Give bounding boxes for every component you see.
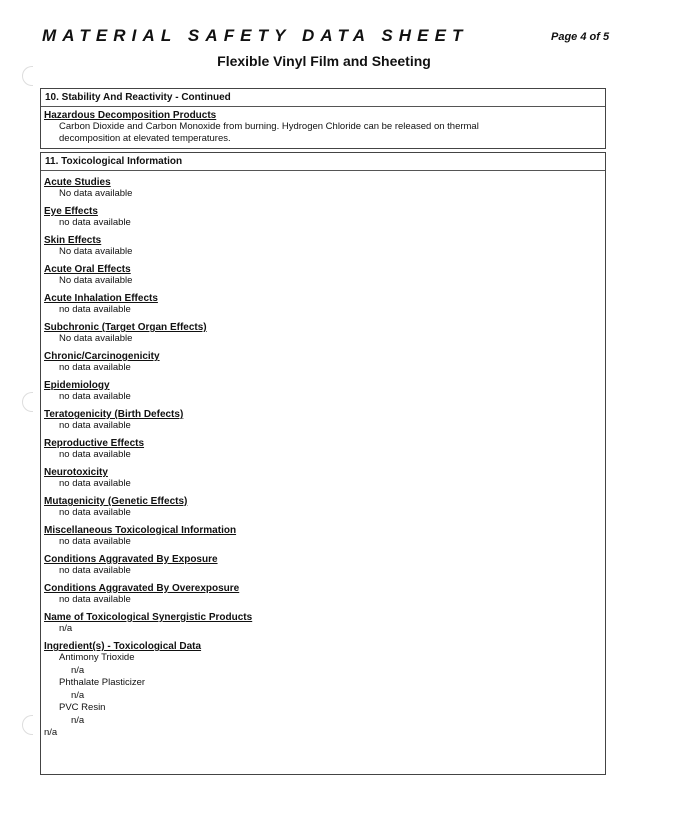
ingredient-name: PVC Resin bbox=[59, 702, 106, 713]
entry-value: no data available bbox=[59, 478, 131, 489]
entry-title: Reproductive Effects bbox=[44, 438, 145, 449]
entry-value: no data available bbox=[59, 449, 131, 460]
entry-hazardous-decomposition bbox=[41, 110, 605, 145]
punch-hole-mark bbox=[22, 392, 33, 412]
tox-entry bbox=[41, 583, 605, 606]
tox-entry bbox=[41, 264, 605, 287]
entry-title: Acute Oral Effects bbox=[44, 264, 131, 275]
document-title: MATERIAL SAFETY DATA SHEET bbox=[42, 26, 469, 45]
tox-entry bbox=[41, 409, 605, 432]
entry-value: no data available bbox=[59, 420, 131, 431]
entry-value: no data available bbox=[59, 594, 131, 605]
entry-value: no data available bbox=[59, 565, 131, 576]
entry-value-line: decomposition at elevated temperatures. bbox=[59, 133, 231, 144]
entry-value: no data available bbox=[59, 507, 131, 518]
entry-title: Teratogenicity (Birth Defects) bbox=[44, 409, 184, 420]
entry-title: Hazardous Decomposition Products bbox=[44, 110, 217, 121]
entry-value: no data available bbox=[59, 217, 131, 228]
tox-entry bbox=[41, 438, 605, 461]
tox-entry bbox=[41, 351, 605, 374]
product-name: Flexible Vinyl Film and Sheeting bbox=[217, 53, 431, 69]
tox-entry bbox=[41, 293, 605, 316]
punch-hole-mark bbox=[22, 66, 33, 86]
entry-title: Epidemiology bbox=[44, 380, 110, 391]
ingredient-name: Phthalate Plasticizer bbox=[59, 677, 146, 688]
entry-value-line: Carbon Dioxide and Carbon Monoxide from burning. Hydrogen Chloride can be released on thermal bbox=[59, 121, 479, 132]
ingredient-value: n/a bbox=[71, 689, 85, 701]
entry-title: Conditions Aggravated By Overexposure bbox=[44, 583, 240, 594]
entry-value: no data available bbox=[59, 536, 131, 547]
entry-title: Skin Effects bbox=[44, 235, 102, 246]
entry-title: Conditions Aggravated By Exposure bbox=[44, 554, 218, 565]
ingredient-value: n/a bbox=[71, 714, 85, 726]
entry-value: No data available bbox=[59, 275, 133, 286]
entry-value: No data available bbox=[59, 333, 133, 344]
entry-title: Name of Toxicological Synergistic Products bbox=[44, 612, 253, 623]
entry-title: Acute Studies bbox=[44, 177, 111, 188]
entry-value: n/a bbox=[59, 623, 73, 634]
entry-value: No data available bbox=[59, 188, 133, 199]
entry-value: no data available bbox=[59, 362, 131, 373]
entry-title: Acute Inhalation Effects bbox=[44, 293, 158, 304]
section-10-box bbox=[40, 88, 606, 149]
ingredients-trailing-value: n/a bbox=[44, 727, 58, 738]
tox-entry bbox=[41, 525, 605, 548]
entry-value: no data available bbox=[59, 391, 131, 402]
section-10-heading: 10. Stability And Reactivity - Continued bbox=[41, 89, 605, 107]
entry-value: No data available bbox=[59, 246, 133, 257]
entry-title: Eye Effects bbox=[44, 206, 98, 217]
entry-title: Subchronic (Target Organ Effects) bbox=[44, 322, 207, 333]
ingredient-name: Antimony Trioxide bbox=[59, 652, 135, 663]
tox-entry bbox=[41, 235, 605, 258]
tox-entry bbox=[41, 496, 605, 519]
tox-entry bbox=[41, 467, 605, 490]
tox-entry bbox=[41, 554, 605, 577]
section-11-heading: 11. Toxicological Information bbox=[41, 153, 605, 171]
tox-entry bbox=[41, 612, 605, 635]
page-number: Page 4 of 5 bbox=[551, 31, 610, 43]
tox-entry bbox=[41, 322, 605, 345]
entry-ingredients bbox=[41, 641, 605, 740]
entry-title: Neurotoxicity bbox=[44, 467, 108, 478]
tox-entry bbox=[41, 380, 605, 403]
ingredient-value: n/a bbox=[71, 664, 85, 676]
entry-title: Chronic/Carcinogenicity bbox=[44, 351, 160, 362]
entry-title: Mutagenicity (Genetic Effects) bbox=[44, 496, 188, 507]
tox-entry bbox=[41, 177, 605, 200]
entry-value: no data available bbox=[59, 304, 131, 315]
entry-title: Miscellaneous Toxicological Information bbox=[44, 525, 237, 536]
tox-entries-list bbox=[41, 177, 605, 635]
tox-entry bbox=[41, 206, 605, 229]
section-11-box bbox=[40, 152, 606, 775]
ingredients-title: Ingredient(s) - Toxicological Data bbox=[44, 641, 202, 652]
punch-hole-mark bbox=[22, 715, 33, 735]
